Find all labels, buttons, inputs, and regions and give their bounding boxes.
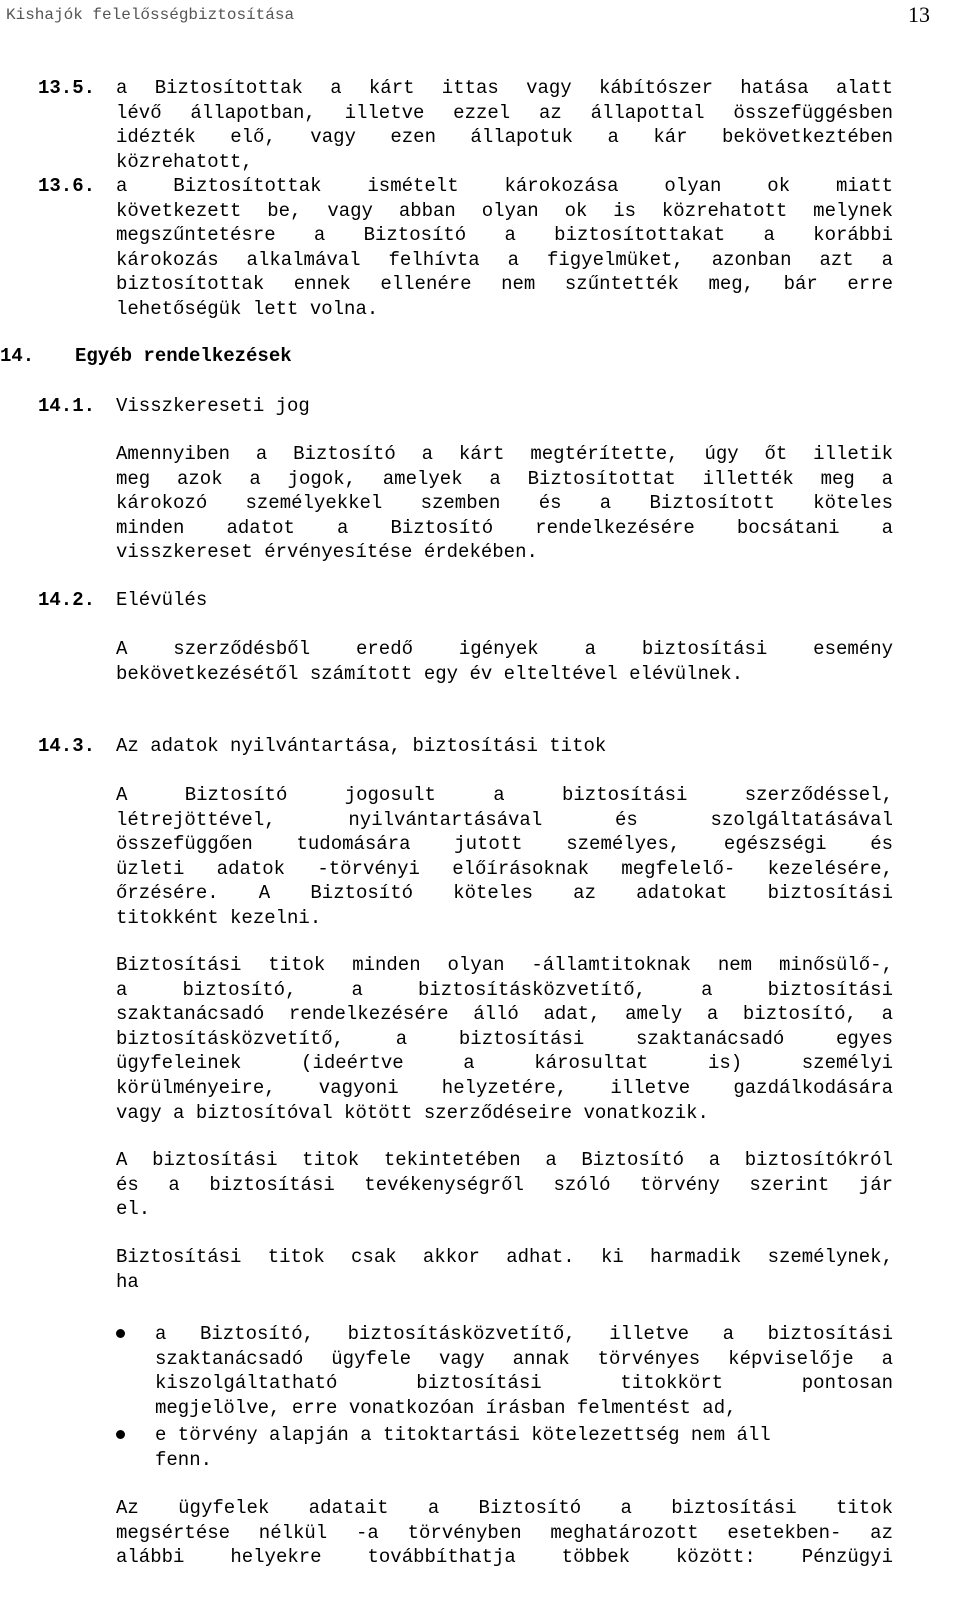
bullet-icon (116, 1430, 125, 1439)
section-14-3-paragraph-1: A Biztosító jogosult a biztosítási szerződéssel, létrejöttével, nyilvántartásával és szolgáltatásával összefüggően tudomására jutott személyes, egészségi és üzleti adatok -törvényi előírásoknak megfelelő- kezelésére, őrzésére. A Biztosító köteles az adatokat biztosítási titokként kezelni. (116, 784, 893, 929)
section-14-title: Egyéb rendelkezések (75, 345, 292, 367)
bullet-icon (116, 1329, 125, 1338)
bullet-item-2: e törvény alapján a titoktartási kötelezettség nem áll fenn. (155, 1424, 771, 1471)
section-number-14-1: 14.1. (38, 395, 96, 417)
section-number-14-3: 14.3. (38, 735, 96, 757)
section-14-3-paragraph-2: Biztosítási titok minden olyan -államtitoknak nem minősülő-, a biztosító, a biztosításközvetítő, a biztosítási szaktanácsadó rendelkezésére álló adat, amely a biztosító, a biztosításközvetítő, a biztosítási szaktanácsadó egyes ügyfeleinek (ideértve a károsultat is) személyi körülményeire, vagyoni helyzetére, illetve gazdálkodására vagy a biztosítóval kötött szerződéseire vonatkozik. (116, 954, 893, 1124)
section-14-1-text: Amennyiben a Biztosító a kárt megtérítette, úgy őt illetik meg azok a jogok, amelyek a Biztosítottat illették meg a károkozó személyekkel szemben és a Biztosított köteles minden adatot a Biztosító rendelkezésére bocsátani a visszkereset érvényesítése érdekében. (116, 443, 893, 564)
section-13-6-text: a Biztosítottak ismételt károkozása olyan ok miatt következett be, vagy abban olyan ok is közrehatott melynek megszűntetésre a Biztosító a biztosítottakat a korábbi károkozás alkalmával felhívta a figyelmüket, azonban azt a biztosítottak ennek ellenére nem szűntették meg, bár erre lehetőségük lett volna. (116, 175, 893, 320)
section-number-14-2: 14.2. (38, 589, 96, 611)
section-14-2-text: A szerződésből eredő igények a biztosítási esemény bekövetkezésétől számított egy év elteltével elévülnek. (116, 638, 893, 685)
page-number: 13 (908, 2, 930, 27)
section-number-13-6: 13.6. (38, 175, 96, 197)
section-14-2-title: Elévülés (116, 589, 208, 611)
section-13-5-text: a Biztosítottak a kárt ittas vagy kábítószer hatása alatt lévő állapotban, illetve ezzel az állapottal összefüggésben idézték elő, vagy ezen állapotuk a kár bekövetkeztében (116, 77, 893, 149)
section-13-5-last-line: közrehatott, (116, 150, 253, 173)
section-14-3-paragraph-5: Az ügyfelek adatait a Biztosító a biztosítási titok megsértése nélkül -a törvényben meghatározott esetekben- az alábbi helyekre továbbíthatja többek között: Pénzügyi (116, 1497, 893, 1569)
bullet-item-1: a Biztosító, biztosításközvetítő, illetve a biztosítási szaktanácsadó ügyfele vagy annak törvényes képviselője a kiszolgáltatható biztosítási titokkört pontosan megjelölve, erre vonatkozóan írásban felmentést ad, (155, 1323, 893, 1419)
section-number-13-5: 13.5. (38, 77, 96, 99)
section-number-14: 14. (0, 345, 35, 367)
section-14-3-paragraph-4: Biztosítási titok csak akkor adhat. ki harmadik személynek, ha (116, 1246, 893, 1293)
section-14-3-paragraph-3: A biztosítási titok tekintetében a Biztosító a biztosítókról és a biztosítási tevékenységről szóló törvény szerint jár el. (116, 1149, 893, 1221)
running-header-title: Kishajók felelősségbiztosítása (6, 6, 295, 24)
section-14-3-title: Az adatok nyilvántartása, biztosítási titok (116, 735, 607, 757)
section-14-1-title: Visszkereseti jog (116, 395, 310, 417)
